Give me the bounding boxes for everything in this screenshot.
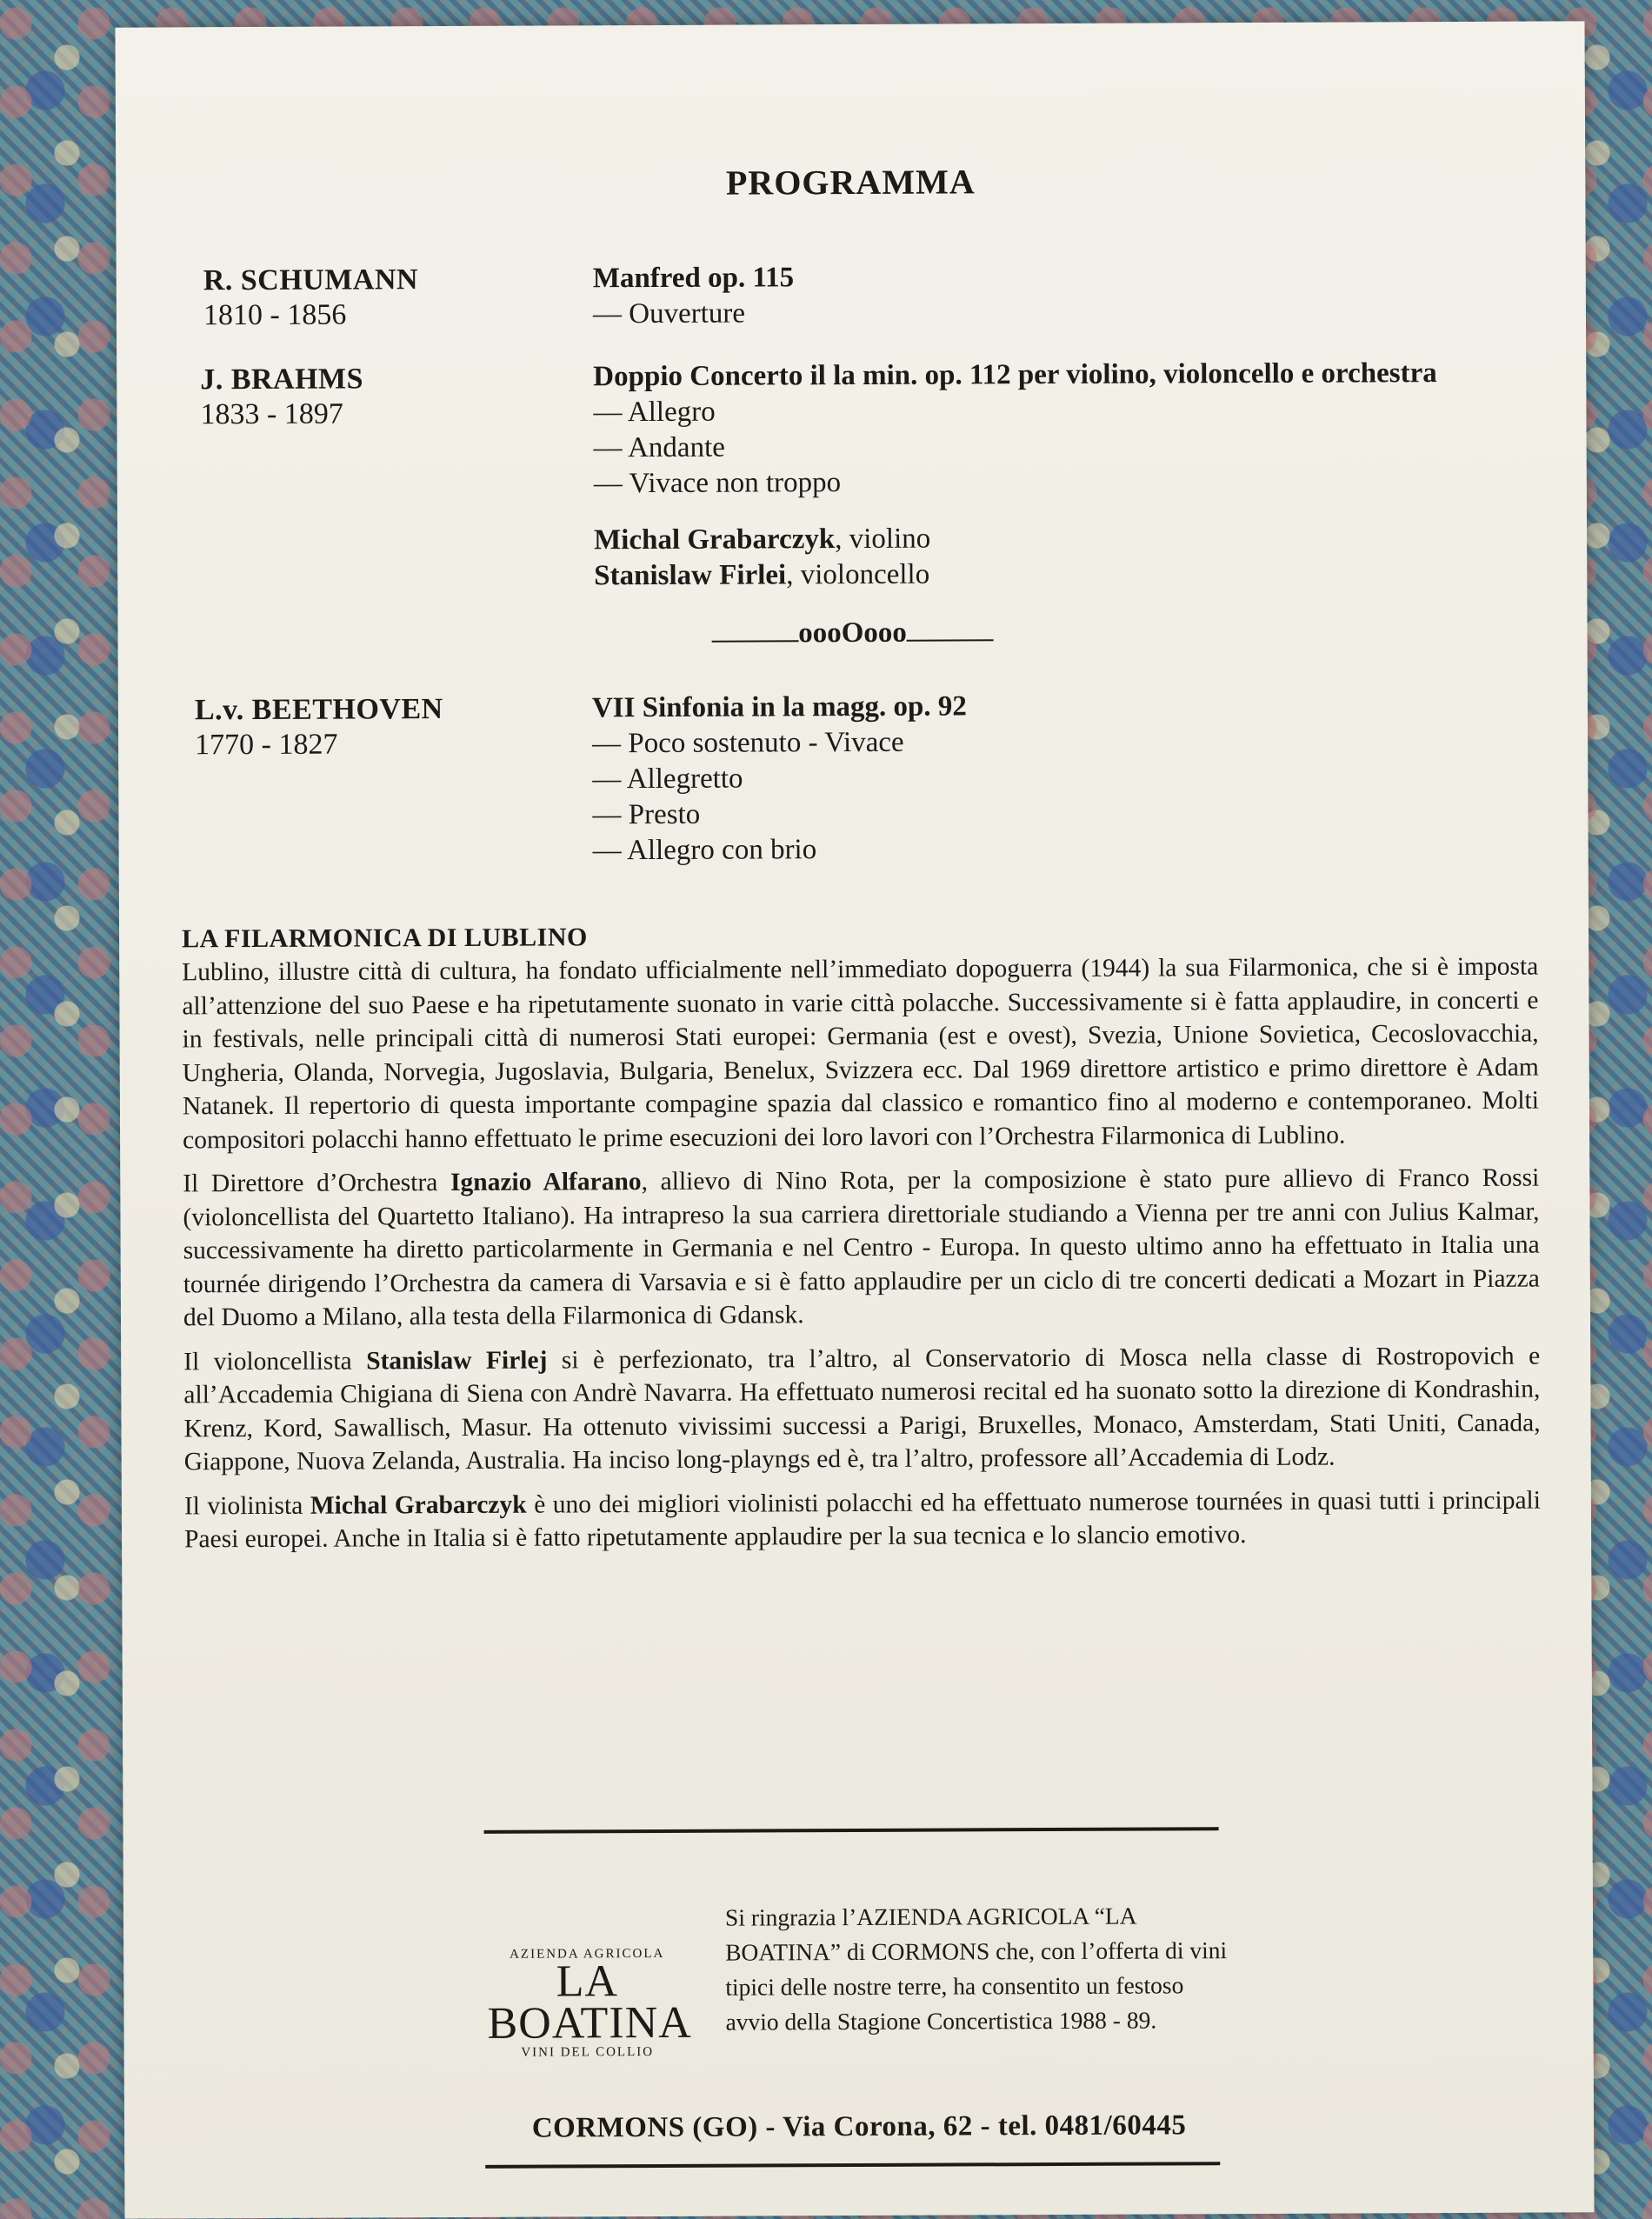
composer-dates: 1770 - 1827	[195, 728, 338, 762]
bio-text: Il Direttore d’Orchestra	[183, 1169, 451, 1198]
movement: — Presto	[592, 798, 701, 831]
logo-bottom-text: VINI DEL COLLIO	[521, 2045, 655, 2060]
orchestra-bio: Lublino, illustre città di cultura, ha fondato ufficialmente nell’immediato dopoguerra (1944) la sua Filarmonica, che si è imposta all’attenzione del suo Paese e ha ripetutamente suonato in varie città polacche. Successivamente si è fatta applaudire, in concerti e in festivals, nelle principali città di numerosi Stati europei: Germania (est e ovest), Svezia, Unione Sovietica, Cecoslovacchia, Ungheria, Olanda, Norvegia, Jugoslavia, Bulgaria, Benelux, Svizzera ecc. Dal 1969 direttore artistico e primo direttore è Adam Natanek. Il repertorio di questa importante compagine spazia dal classico e romantico fino al moderno e contemporaneo. Molti compositori polacchi hanno effettuato le prime esecuzioni dei loro lavori con l’Orchestra Filarmonica di Lublino.	[182, 952, 1539, 1154]
movement: — Andante	[593, 431, 725, 464]
conductor-bio	[183, 1162, 1540, 1335]
composer-name: R. SCHUMANN	[203, 263, 419, 297]
soloist-name: Stanislaw Firlei	[594, 559, 787, 592]
biographies	[182, 917, 1541, 1567]
soloist-role: , violino	[835, 523, 931, 556]
separator	[117, 614, 1587, 652]
conductor-name: Ignazio Alfarano	[450, 1168, 642, 1197]
work-doppio-concerto	[593, 356, 1437, 502]
bio-text: Il violoncellista	[183, 1346, 367, 1376]
soloist-role: , violoncello	[786, 558, 930, 591]
movement: — Allegro	[593, 396, 716, 429]
logo-line2: BOATINA	[487, 1997, 692, 2049]
logo-line1: LA	[556, 1956, 619, 2007]
composer-name: J. BRAHMS	[200, 363, 364, 396]
separator-line-right	[907, 636, 994, 641]
soloists	[594, 522, 930, 595]
orchestra-heading: LA FILARMONICA DI LUBLINO	[182, 923, 588, 954]
composer-name: L.v. BEETHOVEN	[194, 693, 443, 727]
composer-dates: 1810 - 1856	[203, 298, 347, 332]
logo-top-text: AZIENDA AGRICOLA	[510, 1946, 665, 1962]
movement: — Vivace non troppo	[593, 467, 842, 500]
movement: — Allegro con brio	[592, 834, 817, 867]
address: CORMONS (GO) - Via Corona, 62 - tel. 0481/60445	[531, 2109, 1187, 2144]
soloist-name: Michal Grabarczyk	[594, 523, 836, 556]
movement: — Poco sostenuto - Vivace	[592, 726, 904, 760]
footer-rule-top	[484, 1827, 1219, 1834]
work-seventh-symphony	[592, 689, 968, 869]
composer-beethoven	[195, 692, 443, 763]
work-manfred	[593, 260, 795, 332]
violinist-name: Michal Grabarczyk	[310, 1490, 527, 1520]
separator-line-left	[711, 636, 798, 642]
movement: — Allegretto	[592, 763, 743, 796]
cellist-bio	[183, 1339, 1541, 1479]
sponsor-logo	[487, 1946, 692, 2061]
page-title: PROGRAMMA	[725, 162, 976, 203]
movement: — Ouverture	[592, 297, 746, 330]
separator-text: oooOooo	[798, 616, 907, 650]
cellist-name: Stanislaw Firlej	[366, 1346, 548, 1375]
composer-brahms	[200, 362, 363, 432]
composer-schumann	[203, 263, 419, 333]
program-sheet	[116, 21, 1595, 2218]
violinist-bio	[184, 1483, 1541, 1556]
bio-text: Il violinista	[183, 1491, 310, 1520]
bio-text: , allievo di Nino Rota, per la composizione è stato pure allievo di Franco Rossi (violoncellista del Quartetto Italiano). Ha intrapreso la sua carriera direttoriale studiando a Vienna per tre anni con Julius Kalmar, successivamente ha diretto particolarmente in Germania e nel Centro - Europa. In questo ultimo anno ha effettuato in Italia una tournée dirigendo l’Orchestra da camera di Varsavia e si è fatto applaudire per un ciclo di tre concerti dedicati a Mozart in Piazza del Duomo a Milano, alla testa della Filarmonica di Gdansk.	[183, 1163, 1540, 1332]
sponsor-thanks: Si ringrazia l’AZIENDA AGRICOLA “LA BOATINA” di CORMONS che, con l’offerta di vini tipici delle nostre terre, ha consentito un festoso avvio della Stagione Concertistica 1988 - 89.	[724, 1902, 1228, 2036]
footer-rule-bottom	[485, 2162, 1220, 2169]
bio-text: è uno dei migliori violinisti polacchi ed ha effettuato numerose tournées in quasi tutti i principali Paesi europei. Anche in Italia si è fatto ripetutamente applaudire per la sua tecnica e lo slancio emotivo.	[184, 1486, 1541, 1554]
composer-dates: 1833 - 1897	[200, 397, 343, 431]
bio-text: si è perfezionato, tra l’altro, al Conservatorio di Mosca nella classe di Rostropovich e all’Accademia Chigiana di Siena con Andrè Navarra. Ha effettuato numerosi recital ed ha suonato sotto la direzione di Kondrashin, Krenz, Kord, Sawallisch, Masur. Ha ottenuto vivissimi successi a Parigi, Bruxelles, Monaco, Amsterdam, Stati Uniti, Canada, Giappone, Nuova Zelanda, Australia. Ha inciso long-playngs ed è, tra l’altro, professore all’Accademia di Lodz.	[183, 1342, 1541, 1476]
work-title: VII Sinfonia in la magg. op. 92	[591, 690, 967, 724]
work-title: Doppio Concerto il la min. op. 112 per violino, violoncello e orchestra	[593, 357, 1437, 393]
work-title: Manfred op. 115	[592, 262, 795, 295]
